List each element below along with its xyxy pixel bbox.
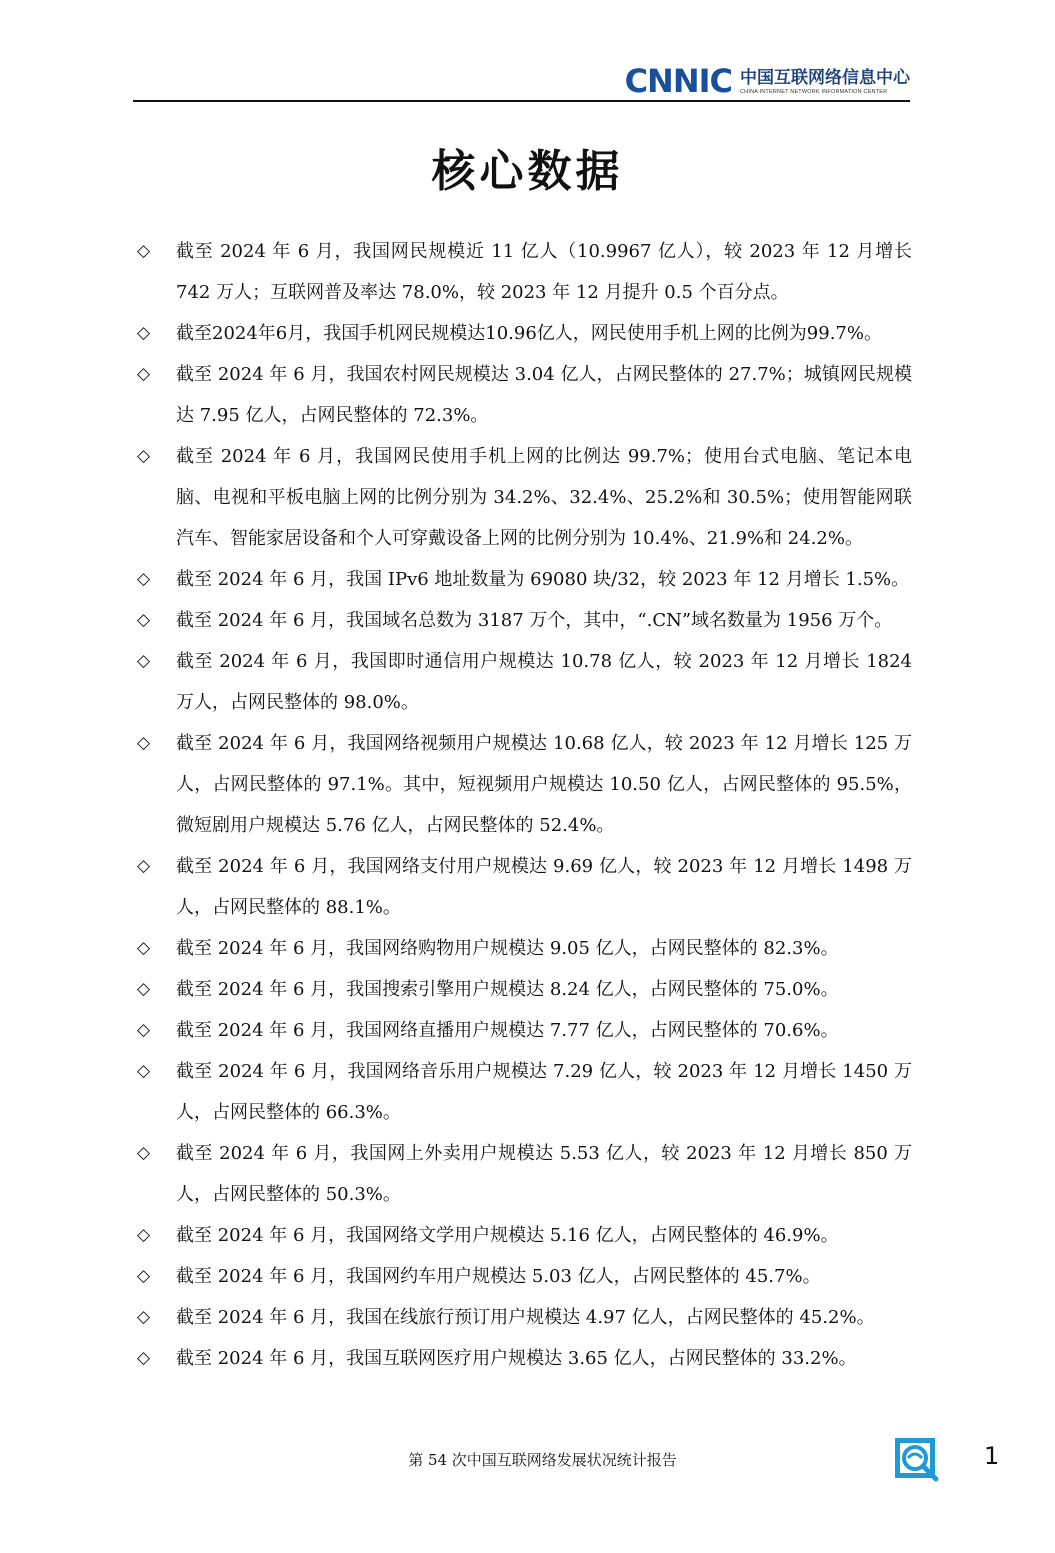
- diamond-bullet-icon: ◇: [137, 1061, 151, 1081]
- diamond-bullet-icon: ◇: [137, 938, 151, 958]
- list-item-text: 截至 2024 年 6 月，我国即时通信用户规模达 10.78 亿人，较 2023 年 12 月增长 1824 万人，占网民整体的 98.0%。: [176, 651, 912, 713]
- list-item-text: 截至 2024 年 6 月，我国网上外卖用户规模达 5.53 亿人，较 2023 年 12 月增长 850 万人，占网民整体的 50.3%。: [176, 1143, 912, 1205]
- diamond-bullet-icon: ◇: [137, 1348, 151, 1368]
- list-item: [137, 436, 912, 559]
- page-number: 1: [984, 1442, 1000, 1470]
- list-item: [137, 846, 912, 928]
- list-item-text: 截至 2024 年 6 月，我国网络文学用户规模达 5.16 亿人，占网民整体的 46.9%。: [176, 1225, 839, 1246]
- list-item-text: 截至2024年6月，我国手机网民规模达10.96亿人，网民使用手机上网的比例为99.7%。: [176, 323, 882, 344]
- list-item: [137, 231, 912, 313]
- logo-mark: CNNIC: [624, 62, 732, 100]
- list-item: [137, 1051, 912, 1133]
- footer-report-title: 第 54 次中国互联网络发展状况统计报告: [408, 1451, 677, 1469]
- diamond-bullet-icon: ◇: [137, 651, 151, 671]
- cnnic-logo: [624, 62, 910, 100]
- list-item-text: 截至 2024 年 6 月，我国网络视频用户规模达 10.68 亿人，较 2023 年 12 月增长 125 万人，占网民整体的 97.1%。其中，短视频用户规模达 10.50 亿人，占网民整体的 95.5%，微短剧用户规模达 5.76 亿人，占网民整体的 52.4%。: [176, 733, 912, 836]
- logo-text: [740, 68, 910, 96]
- list-item-text: 截至 2024 年 6 月，我国网民使用手机上网的比例达 99.7%；使用台式电脑、笔记本电脑、电视和平板电脑上网的比例分别为 34.2%、32.4%、25.2%和 30.5%；使用智能网联汽车、智能家居设备和个人可穿戴设备上网的比例分别为 10.4%、21.9%和 24.2%。: [176, 446, 912, 549]
- diamond-bullet-icon: ◇: [137, 1143, 151, 1163]
- list-item-text: 截至 2024 年 6 月，我国网络直播用户规模达 7.77 亿人，占网民整体的 70.6%。: [176, 1020, 839, 1041]
- diamond-bullet-icon: ◇: [137, 1266, 151, 1286]
- list-item-text: 截至 2024 年 6 月，我国 IPv6 地址数量为 69080 块/32，较 2023 年 12 月增长 1.5%。: [176, 569, 910, 590]
- logo-english-name: CHINA INTERNET NETWORK INFORMATION CENTER: [740, 89, 888, 95]
- diamond-bullet-icon: ◇: [137, 323, 151, 343]
- diamond-bullet-icon: ◇: [137, 1307, 151, 1327]
- page-header: [133, 60, 910, 102]
- list-item: [137, 313, 912, 354]
- list-item-text: 截至 2024 年 6 月，我国网络支付用户规模达 9.69 亿人，较 2023 年 12 月增长 1498 万人，占网民整体的 88.1%。: [176, 856, 912, 918]
- list-item: [137, 969, 912, 1010]
- header-rule: [133, 100, 910, 102]
- diamond-bullet-icon: ◇: [137, 446, 151, 466]
- list-item-text: 截至 2024 年 6 月，我国搜索引擎用户规模达 8.24 亿人，占网民整体的 75.0%。: [176, 979, 839, 1000]
- diamond-bullet-icon: ◇: [137, 1225, 151, 1245]
- page-title: 核心数据: [431, 146, 624, 197]
- list-item-text: 截至 2024 年 6 月，我国在线旅行预订用户规模达 4.97 亿人，占网民整体的 45.2%。: [176, 1307, 875, 1328]
- list-item: [137, 1338, 912, 1379]
- list-item: [137, 1133, 912, 1215]
- list-item-text: 截至 2024 年 6 月，我国网络音乐用户规模达 7.29 亿人，较 2023 年 12 月增长 1450 万人，占网民整体的 66.3%。: [176, 1061, 912, 1123]
- list-item: [137, 354, 912, 436]
- diamond-bullet-icon: ◇: [137, 1020, 151, 1040]
- list-item: [137, 1215, 912, 1256]
- list-item-text: 截至 2024 年 6 月，我国互联网医疗用户规模达 3.65 亿人，占网民整体的 33.2%。: [176, 1348, 857, 1369]
- list-item-text: 截至 2024 年 6 月，我国网络购物用户规模达 9.05 亿人，占网民整体的 82.3%。: [176, 938, 839, 959]
- logo-chinese-name: 中国互联网络信息中心: [740, 68, 910, 88]
- diamond-bullet-icon: ◇: [137, 241, 151, 261]
- list-item: [137, 928, 912, 969]
- list-item: [137, 559, 912, 600]
- list-item: [137, 600, 912, 641]
- list-item-text: 截至 2024 年 6 月，我国域名总数为 3187 万个，其中，“.CN”域名数量为 1956 万个。: [176, 610, 893, 631]
- list-item: [137, 1297, 912, 1338]
- diamond-bullet-icon: ◇: [137, 364, 151, 384]
- diamond-bullet-icon: ◇: [137, 733, 151, 753]
- list-item-text: 截至 2024 年 6 月，我国农村网民规模达 3.04 亿人，占网民整体的 27.7%；城镇网民规模达 7.95 亿人，占网民整体的 72.3%。: [176, 364, 912, 426]
- list-item: [137, 723, 912, 846]
- diamond-bullet-icon: ◇: [137, 569, 151, 589]
- list-item: [137, 1256, 912, 1297]
- diamond-bullet-icon: ◇: [137, 610, 151, 630]
- list-item-text: 截至 2024 年 6 月，我国网民规模近 11 亿人（10.9967 亿人），较 2023 年 12 月增长 742 万人；互联网普及率达 78.0%，较 2023 年 12 月提升 0.5 个百分点。: [176, 241, 912, 303]
- list-item: [137, 641, 912, 723]
- diamond-bullet-icon: ◇: [137, 856, 151, 876]
- list-item-text: 截至 2024 年 6 月，我国网约车用户规模达 5.03 亿人，占网民整体的 45.7%。: [176, 1266, 821, 1287]
- report-magnifier-icon: [893, 1436, 941, 1484]
- core-data-list: [137, 231, 912, 1379]
- diamond-bullet-icon: ◇: [137, 979, 151, 999]
- list-item: [137, 1010, 912, 1051]
